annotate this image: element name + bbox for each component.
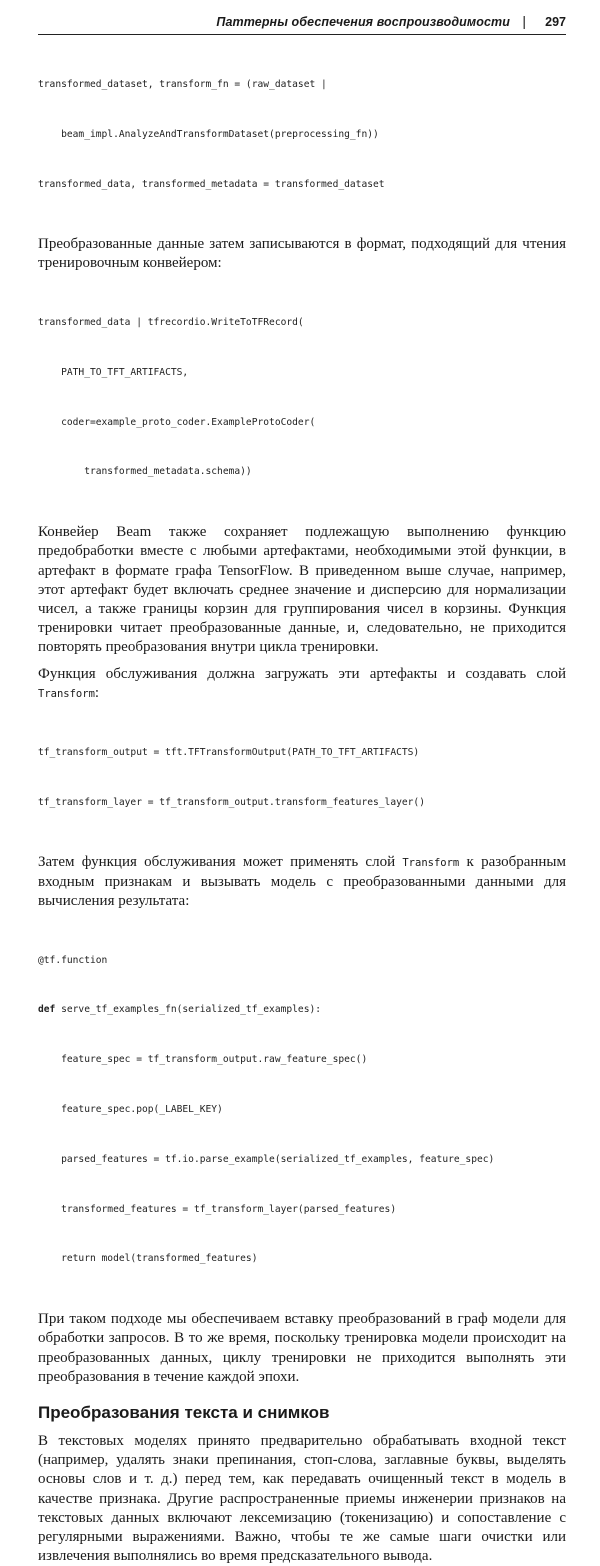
inline-code-transform: Transform xyxy=(402,856,460,869)
running-header xyxy=(38,12,566,35)
code-line: transformed_features = tf_transform_layer(parsed_features) xyxy=(38,1203,397,1215)
header-separator: | xyxy=(522,13,526,29)
code-block-transform-output xyxy=(38,712,566,845)
paragraph-apply-layer xyxy=(38,853,566,912)
paragraph-text-models: В текстовых моделях принято предварительно обрабатывать входной текст (например, удалять знаки препинания, стоп-слова, заглавные буквы, выделять основы слов и т. д.) перед тем, как передавать очищенный текст в модель в качестве признака. Другие распространенные приемы инженерии признаков на текстовых данных включают лексемизацию (токенизацию) и сопоставление с регулярными выражениями. Важно, чтобы те же самые шаги очистки или извлечения выполнялись во время предсказательного вывода. xyxy=(38,1432,566,1565)
paragraph-text: Затем функция обслуживания может применять слой xyxy=(38,853,396,870)
code-line-def xyxy=(38,1002,566,1019)
code-line: transformed_dataset, transform_fn = (raw_dataset | xyxy=(38,79,327,91)
section-heading: Преобразования текста и снимков xyxy=(38,1402,330,1422)
code-line: transformed_metadata.schema)) xyxy=(38,466,252,478)
paragraph-tail: : xyxy=(94,684,100,701)
code-keyword-def: def xyxy=(38,1004,56,1016)
code-line: return model(transformed_features) xyxy=(38,1253,258,1265)
code-block-serve-function xyxy=(38,919,566,1301)
code-line: parsed_features = tf.io.parse_example(serialized_tf_examples, feature_spec) xyxy=(38,1153,495,1165)
paragraph-text: Функция обслуживания должна загружать эти артефакты и создавать слой xyxy=(38,665,566,682)
code-block-transform-dataset xyxy=(38,44,566,227)
page-content xyxy=(38,44,566,1566)
code-line-decorator: @tf.function xyxy=(38,954,108,966)
code-line: tf_transform_output = tft.TFTransformOutput(PATH_TO_TFT_ARTIFACTS) xyxy=(38,747,420,759)
page-number: 297 xyxy=(545,15,566,29)
code-line: PATH_TO_TFT_ARTIFACTS, xyxy=(38,366,189,378)
code-line: transformed_data | tfrecordio.WriteToTFRecord( xyxy=(38,317,304,329)
inline-code-transform: Transform xyxy=(38,687,95,700)
header-title: Паттерны обеспечения воспроизводимости xyxy=(216,15,510,29)
code-line: transformed_data, transformed_metadata = transformed_dataset xyxy=(38,178,385,190)
code-line: coder=example_proto_coder.ExampleProtoCoder( xyxy=(38,416,316,428)
paragraph-serving-function xyxy=(38,665,566,704)
paragraph-write-format: Преобразованные данные затем записываются в формат, подходящий для чтения тренировочным конвейером: xyxy=(38,235,566,271)
code-def-signature: serve_tf_examples_fn(serialized_tf_examples): xyxy=(55,1004,322,1016)
code-line: tf_transform_layer = tf_transform_output.transform_features_layer() xyxy=(38,797,425,809)
code-line: beam_impl.AnalyzeAndTransformDataset(preprocessing_fn)) xyxy=(38,128,379,140)
code-line: feature_spec = tf_transform_output.raw_feature_spec() xyxy=(38,1054,368,1066)
code-line: feature_spec.pop(_LABEL_KEY) xyxy=(38,1103,223,1115)
paragraph-beam-pipeline: Конвейер Beam также сохраняет подлежащую выполнению функцию предобработки вместе с любыми артефактами, необходимыми этой функции, в артефакт в формате графа TensorFlow. В приведенном выше случае, например, этот артефакт будет включать среднее значение и дисперсию для нормализации чисел, а также границы корзин для группирования чисел в корзины. Функция тренировки читает преобразованные данные, и, следовательно, не приходится повторять преобразования внутри цикла тренировки. xyxy=(38,524,566,656)
code-block-write-tfrecord xyxy=(38,282,566,514)
paragraph-approach-summary: При таком подходе мы обеспечиваем вставку преобразований в граф модели для обработки запросов. В то же время, поскольку тренировка модели происходит на преобразованных данных, циклу тренировки не приходится выполнять эти преобразования в течение каждой эпохи. xyxy=(38,1311,566,1385)
paragraph-text: к разобранным входным признакам и вызывать модель с преобразованными данными для вычисления результата: xyxy=(38,853,566,910)
